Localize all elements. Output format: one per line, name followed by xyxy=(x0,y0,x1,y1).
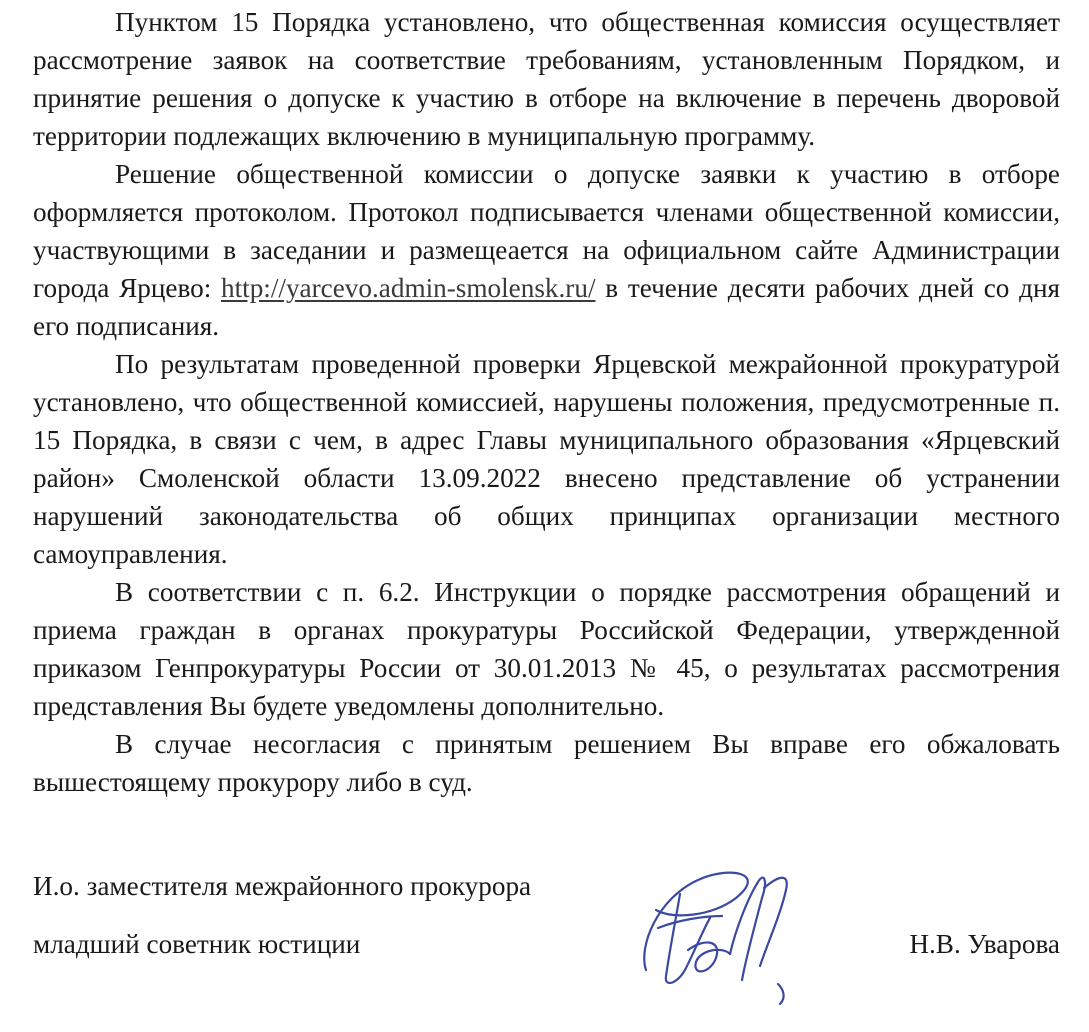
paragraph-protocol-text: Решение общественной комиссии о допуске заявки к участию в отборе оформляется протоколом. Протокол подписывается членами общественной комиссии, участвующими в заседании и размещеается на официальном сайте Администрации города Ярцево: xyxy=(33,159,1060,303)
paragraph-notification: В соответствии с п. 6.2. Инструкции о порядке рассмотрения обращений и приема граждан в органах прокуратуры Российской Федерации, утвержденной приказом Генпрокуратуры России от 30.01.2013 № 45, о результатах рассмотрения представления Вы будете уведомлены дополнительно. xyxy=(33,577,1060,721)
signatory-position xyxy=(33,867,1060,905)
paragraph-protocol xyxy=(33,155,1060,345)
letter-body xyxy=(33,0,1060,801)
rank-title: младший советник юстиции xyxy=(33,929,361,959)
signature-stroke xyxy=(644,873,748,970)
paragraph-appeal: В случае несогласия с принятым решением Вы вправе его обжаловать вышестоящему прокурору либо в суд. xyxy=(33,729,1060,797)
paragraph-inspection-result: По результатам проведенной проверки Ярцевской межрайонной прокуратурой установлено, что общественной комиссией, нарушены положения, предусмотренные п. 15 Порядка, в связи с чем, в адрес Главы муниципального образования «Ярцевский район» Смоленской области 13.09.2022 внесено представление об устранении нарушений законодательства об общих принципах организации местного самоуправления. xyxy=(33,349,1060,569)
signature-stroke xyxy=(666,894,710,983)
signatory-rank-row xyxy=(33,925,1060,963)
signature-stroke xyxy=(658,916,722,928)
handwritten-signature xyxy=(618,858,808,1008)
paragraph-protocol-text-end: в течение десяти рабочих дней со дня его подписания. xyxy=(33,273,1061,341)
position-title: И.о. заместителя межрайонного прокурора xyxy=(33,871,532,901)
signature-stroke xyxy=(688,942,730,971)
signature-stroke xyxy=(778,984,784,1004)
admin-website-link[interactable]: http://yarcevo.admin-smolensk.ru/ xyxy=(221,273,596,303)
paragraph-commission-review: Пунктом 15 Порядка установлено, что общественная комиссия осуществляет рассмотрение заявок на соответствие требованиям, установленным Порядком, и принятие решения о допуске к участию в отборе на включение в перечень дворовой территории подлежащих включению в муниципальную программу. xyxy=(33,7,1060,151)
signatory-name: Н.В. Уварова xyxy=(909,929,1060,959)
